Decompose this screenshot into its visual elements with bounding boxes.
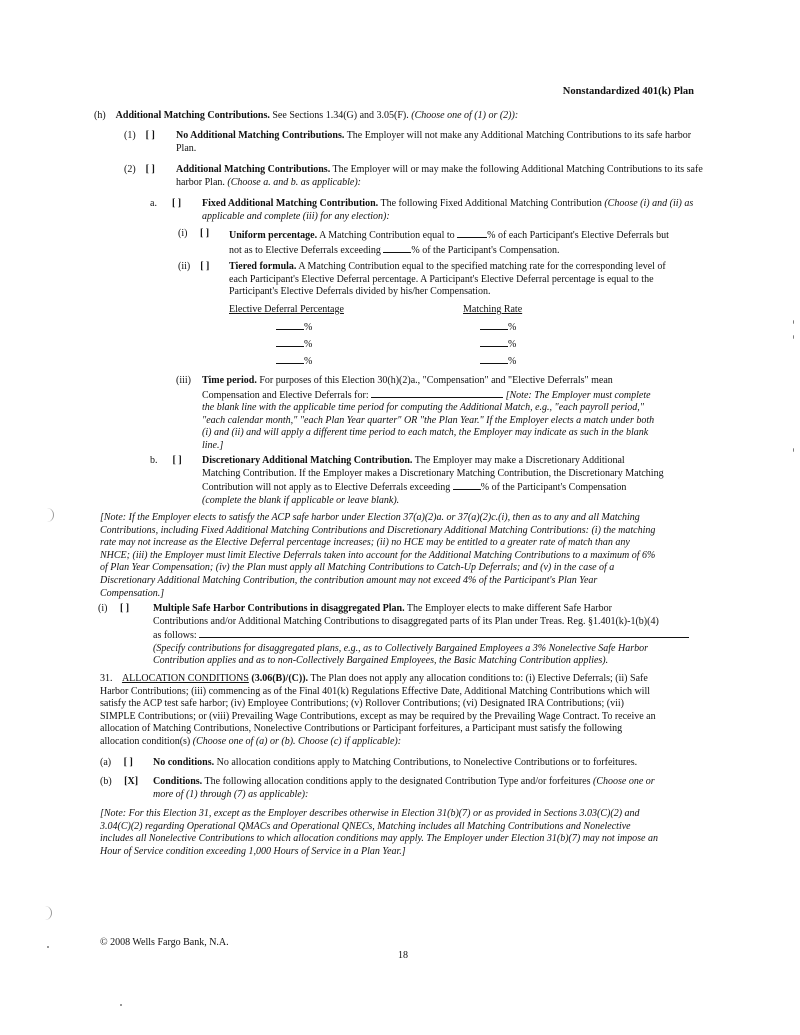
option-i-title: Uniform percentage.: [229, 230, 318, 241]
option-b-line-2: Matching Contribution. If the Employer makes a Discretionary Matching Contribution, the Discretionary Matching: [202, 467, 664, 479]
section-i-line-4: (Specify contributions for disaggregated plans, e.g., as to Collectively Bargained Employees a 3% Nonelective Safe Harbor: [153, 642, 648, 654]
tier-row: [480, 354, 516, 369]
acp-note-line: of Plan Year Compensation; (iv) the Plan must apply all Matching Contributions to Catch-Up Deferrals; and (v) in the case of a: [100, 562, 615, 574]
option-ii-title: Tiered formula.: [229, 261, 297, 272]
option-1-body: The Employer will not make any Additional Matching Contributions to its safe harbor Plan.: [176, 130, 692, 154]
section-31-line-5: allocation of Matching Contributions, Nonelective Contributions or Participant forfeitures, a Participant must satisfy the following: [100, 723, 623, 735]
section-i-line-5: Contribution applies and as to non-Collectively Bargained Employees, the Basic Matching Contribution applies).: [153, 655, 609, 667]
section-31-text: [100, 673, 705, 749]
tier-row: [480, 337, 516, 352]
discretionary-limit-blank[interactable]: [453, 480, 481, 490]
option-i-text-2: % of each Participant's Elective Deferrals but: [487, 230, 669, 241]
section-h-heading: [94, 110, 518, 123]
option-ii-label: [178, 261, 209, 274]
acp-note-line: Contributions, including Fixed Additional Matching Contributions and Discretionary Additional Matching Contributions: (i) the matching: [100, 524, 656, 536]
option-b-letter: b.: [150, 455, 158, 466]
pct-sign: %: [304, 339, 313, 350]
option-b-checkbox[interactable]: [ ]: [172, 455, 182, 466]
pct-sign: %: [304, 322, 313, 333]
option-iii-line-5: (i) and (ii) and will apply a different time period to each match, the Employer may indicate as such in the blank: [202, 427, 649, 439]
pct-sign: %: [304, 356, 313, 367]
option-i-text-1: A Matching Contribution equal to: [319, 230, 455, 241]
section-i-line-2: Contributions and/or Additional Matching Contributions to disaggregated parts of its Plan under Treas. Reg. §1.401(k)-1(b)(4): [153, 615, 659, 627]
alloc-b-instruction-2: more of (1) through (7) as applicable):: [153, 788, 309, 800]
section-31-ref: (3.06(B)/(C)).: [251, 673, 309, 684]
option-2-title: Additional Matching Contributions.: [176, 164, 331, 175]
section-31-line-3: satisfy the ACP test safe harbor; (iv) Employee Contributions; (v) Rollover Contributions; (vi) Designated IRA Contributions; (vii): [100, 698, 625, 710]
option-a-body: The following Fixed Additional Matching Contribution: [380, 198, 602, 209]
option-iii-line-1: For purposes of this Election 30(h)(2)a., "Compensation" and "Elective Deferrals" mean: [259, 375, 613, 386]
section-31-note-line: includes all Nonelective Contributions to which allocation conditions may apply. The Employer under Election 31(b)(7) may not impose an: [100, 833, 658, 845]
option-a-text: [202, 198, 702, 223]
alloc-b-label: [100, 776, 138, 789]
option-a-label: [150, 198, 181, 211]
footer-copyright: © 2008 Wells Fargo Bank, N.A.: [100, 937, 229, 948]
section-i-line-3: as follows:: [153, 630, 197, 642]
pct-sign: %: [508, 322, 517, 333]
uniform-limit-blank[interactable]: [383, 243, 411, 253]
option-i-text-3: not as to Elective Deferrals exceeding: [229, 244, 381, 256]
option-iii-title: Time period.: [202, 375, 257, 386]
option-iii-text: [202, 375, 702, 453]
alloc-b-instruction-1: (Choose one or: [593, 776, 655, 787]
scan-speck: [793, 320, 794, 324]
option-i-text: [229, 228, 699, 257]
alloc-a-body: No allocation conditions apply to Matching Contributions, to Nonelective Contributions or to forfeitures.: [216, 757, 638, 768]
pct-sign: %: [508, 339, 517, 350]
alloc-a-title: No conditions.: [153, 757, 215, 768]
section-31-number: 31.: [100, 673, 113, 684]
section-31-line-2: Harbor Contributions; (iii) commencing as of the Final 401(k) Regulations Effective Date, Additional Matching Contributions which will: [100, 685, 650, 697]
tier-rate-blank[interactable]: [480, 354, 508, 364]
section-h-label: (h): [94, 110, 106, 121]
section-31-instruction: (Choose one of (a) or (b). Choose (c) if applicable):: [192, 735, 402, 747]
tier-row: [276, 354, 312, 369]
option-i-label: [178, 228, 209, 241]
option-b-line-4: (complete the blank if applicable or leave blank).: [202, 494, 400, 506]
tier-deferral-blank[interactable]: [276, 337, 304, 347]
scan-speck: [793, 448, 794, 452]
section-i-title: Multiple Safe Harbor Contributions in disaggregated Plan.: [153, 603, 405, 614]
acp-note-line: rate may not increase as the Elective Deferral percentage increases; (ii) no HCE may be entitled to a greater rate of match than any: [100, 537, 630, 549]
alloc-a-text: [153, 757, 637, 770]
acp-note: [100, 512, 700, 600]
option-iii-label: (iii): [176, 375, 191, 386]
table-col-elective-deferral: Elective Deferral Percentage: [229, 304, 344, 315]
tier-row: [276, 320, 312, 335]
acp-note-line: Compensation.]: [100, 587, 165, 599]
option-ii-line-3: Participant's Elective Deferrals divided by his/her Compensation.: [229, 286, 491, 298]
section-i-line-1: The Employer elects to make different Safe Harbor: [406, 603, 612, 614]
option-1-text: [176, 130, 706, 155]
tier-row: [480, 320, 516, 335]
option-b-line-3b: % of the Participant's Compensation: [480, 482, 627, 494]
option-b-title: Discretionary Additional Matching Contribution.: [202, 455, 413, 466]
page-number: 18: [398, 950, 408, 961]
section-31-note-line: [Note: For this Election 31, except as the Employer describes otherwise in Election 31(b)(7) or as provided in Sections 3.03(C)(2) and: [100, 808, 640, 819]
table-col-matching-rate: Matching Rate: [463, 304, 523, 315]
option-b-label: [150, 455, 182, 468]
alloc-b-title: Conditions.: [153, 776, 203, 787]
alloc-b-text: [153, 776, 703, 801]
section-31-line-1: The Plan does not apply any allocation conditions to: (i) Elective Deferrals; (ii) Safe: [310, 673, 648, 684]
alloc-b-body: The following allocation conditions apply to the designated Contribution Type and/or forfeitures: [204, 776, 591, 787]
section-h-title: Additional Matching Contributions.: [115, 110, 270, 121]
acp-note-line: Discretionary Additional Matching Contribution, the contribution amount may not exceed 4% of the Participant's Plan Year: [100, 574, 598, 586]
scan-mark: [45, 906, 52, 920]
tier-rate-blank[interactable]: [480, 337, 508, 347]
option-a-checkbox[interactable]: [ ]: [171, 198, 182, 209]
alloc-a-label: [100, 757, 133, 770]
alloc-a-checkbox[interactable]: [ ]: [123, 757, 133, 768]
option-ii-line-2: each Participant's Elective Deferral percentage. A Participant's Elective Deferral percentage is equal to the: [229, 273, 654, 285]
option-i-text-4: % of the Participant's Compensation.: [411, 244, 560, 256]
option-ii-text: [229, 261, 699, 299]
option-2-instruction: (Choose a. and b. as applicable):: [227, 176, 361, 188]
option-i-number: (i): [178, 228, 188, 239]
option-iii-line-2: Compensation and Elective Deferrals for:: [202, 389, 369, 401]
tier-deferral-blank[interactable]: [276, 354, 304, 364]
section-i-number: (i): [98, 603, 108, 614]
tier-deferral-blank[interactable]: [276, 320, 304, 330]
section-31-note-line: Hour of Service condition exceeding 1,000 Hours of Service in a Plan Year.]: [100, 845, 406, 857]
option-a-instruction: (Choose (i) and (ii) as applicable and complete (iii) for any election):: [202, 198, 694, 222]
option-iii-line-4: "each calendar month," "each Plan Year quarter" OR "the Plan Year." If the Employer elects a match under both: [202, 414, 655, 426]
tier-row: [276, 337, 312, 352]
scan-speck: [120, 1004, 122, 1006]
section-h-instruction: (Choose one of (1) or (2)):: [411, 110, 519, 121]
option-2-text: [176, 164, 706, 189]
option-2-checkbox[interactable]: [ ]: [145, 164, 155, 175]
uniform-match-blank[interactable]: [457, 228, 487, 238]
option-1-title: No Additional Matching Contributions.: [176, 130, 345, 141]
plan-header: Nonstandardized 401(k) Plan: [562, 86, 694, 97]
section-i-text: [153, 603, 703, 668]
alloc-b-checkbox[interactable]: [X]: [124, 776, 139, 787]
section-i-label: [98, 603, 129, 616]
option-2-body: The Employer will or may make the following Additional Matching Contributions to its safe harbor Plan.: [176, 164, 703, 188]
option-iii-line-6: line.]: [202, 439, 224, 451]
option-b-line-1: The Employer may make a Discretionary Additional: [414, 455, 625, 466]
pct-sign: %: [508, 356, 517, 367]
option-iii-line-3: the blank line with the applicable time period for computing the Additional Match, e.g., "each payroll period,": [202, 402, 644, 414]
option-2-label: [124, 164, 155, 177]
option-2-number: (2): [124, 164, 136, 175]
alloc-a-number: (a): [100, 757, 112, 768]
scan-speck: [47, 946, 49, 948]
scan-speck: [793, 335, 794, 339]
section-31-note: [100, 808, 705, 858]
section-31-line-6: allocation condition(s): [100, 735, 191, 747]
section-31-title: ALLOCATION CONDITIONS: [121, 673, 249, 684]
section-i-checkbox[interactable]: [ ]: [119, 603, 130, 614]
option-ii-checkbox[interactable]: [ ]: [200, 261, 210, 272]
alloc-b-number: (b): [100, 776, 112, 787]
scan-mark: [47, 508, 54, 522]
section-31-line-4: SIMPLE Contributions; or (viii) Prevailing Wage Contributions, except as may be required by the Prevailing Wage Contract. To receive an: [100, 710, 656, 722]
option-1-checkbox[interactable]: [ ]: [145, 130, 155, 141]
tier-rate-blank[interactable]: [480, 320, 508, 330]
option-a-letter: a.: [150, 198, 157, 209]
option-ii-number: (ii): [178, 261, 191, 272]
time-period-blank[interactable]: [371, 388, 503, 398]
option-b-line-3a: Contribution will not apply as to Elective Deferrals exceeding: [202, 482, 451, 494]
disaggregated-plan-blank[interactable]: [199, 628, 689, 638]
option-b-text: [202, 455, 702, 507]
option-iii-note-start: [Note: The Employer must complete: [505, 389, 651, 401]
option-1-label: [124, 130, 155, 143]
option-1-number: (1): [124, 130, 136, 141]
acp-note-line: NHCE; (iii) the Employer must limit Elective Deferrals taken into account for the Additional Matching Contributions to a maximum of 6%: [100, 549, 656, 561]
option-a-title: Fixed Additional Matching Contribution.: [202, 198, 379, 209]
option-ii-line-1: A Matching Contribution equal to the specified matching rate for the corresponding level of: [298, 261, 666, 272]
option-i-checkbox[interactable]: [ ]: [199, 228, 210, 239]
section-31-note-line: 3.04(C)(2) regarding Operational QMACs and Operational QNECs, Matching includes all Matching Contributions and Nonelective: [100, 820, 631, 832]
section-h-intro: See Sections 1.34(G) and 3.05(F).: [272, 110, 409, 121]
acp-note-line: [Note: If the Employer elects to satisfy the ACP safe harbor under Election 37(a)(2)a. or 37(a)(2)c.(i), then as to any and all Matching: [100, 512, 640, 523]
